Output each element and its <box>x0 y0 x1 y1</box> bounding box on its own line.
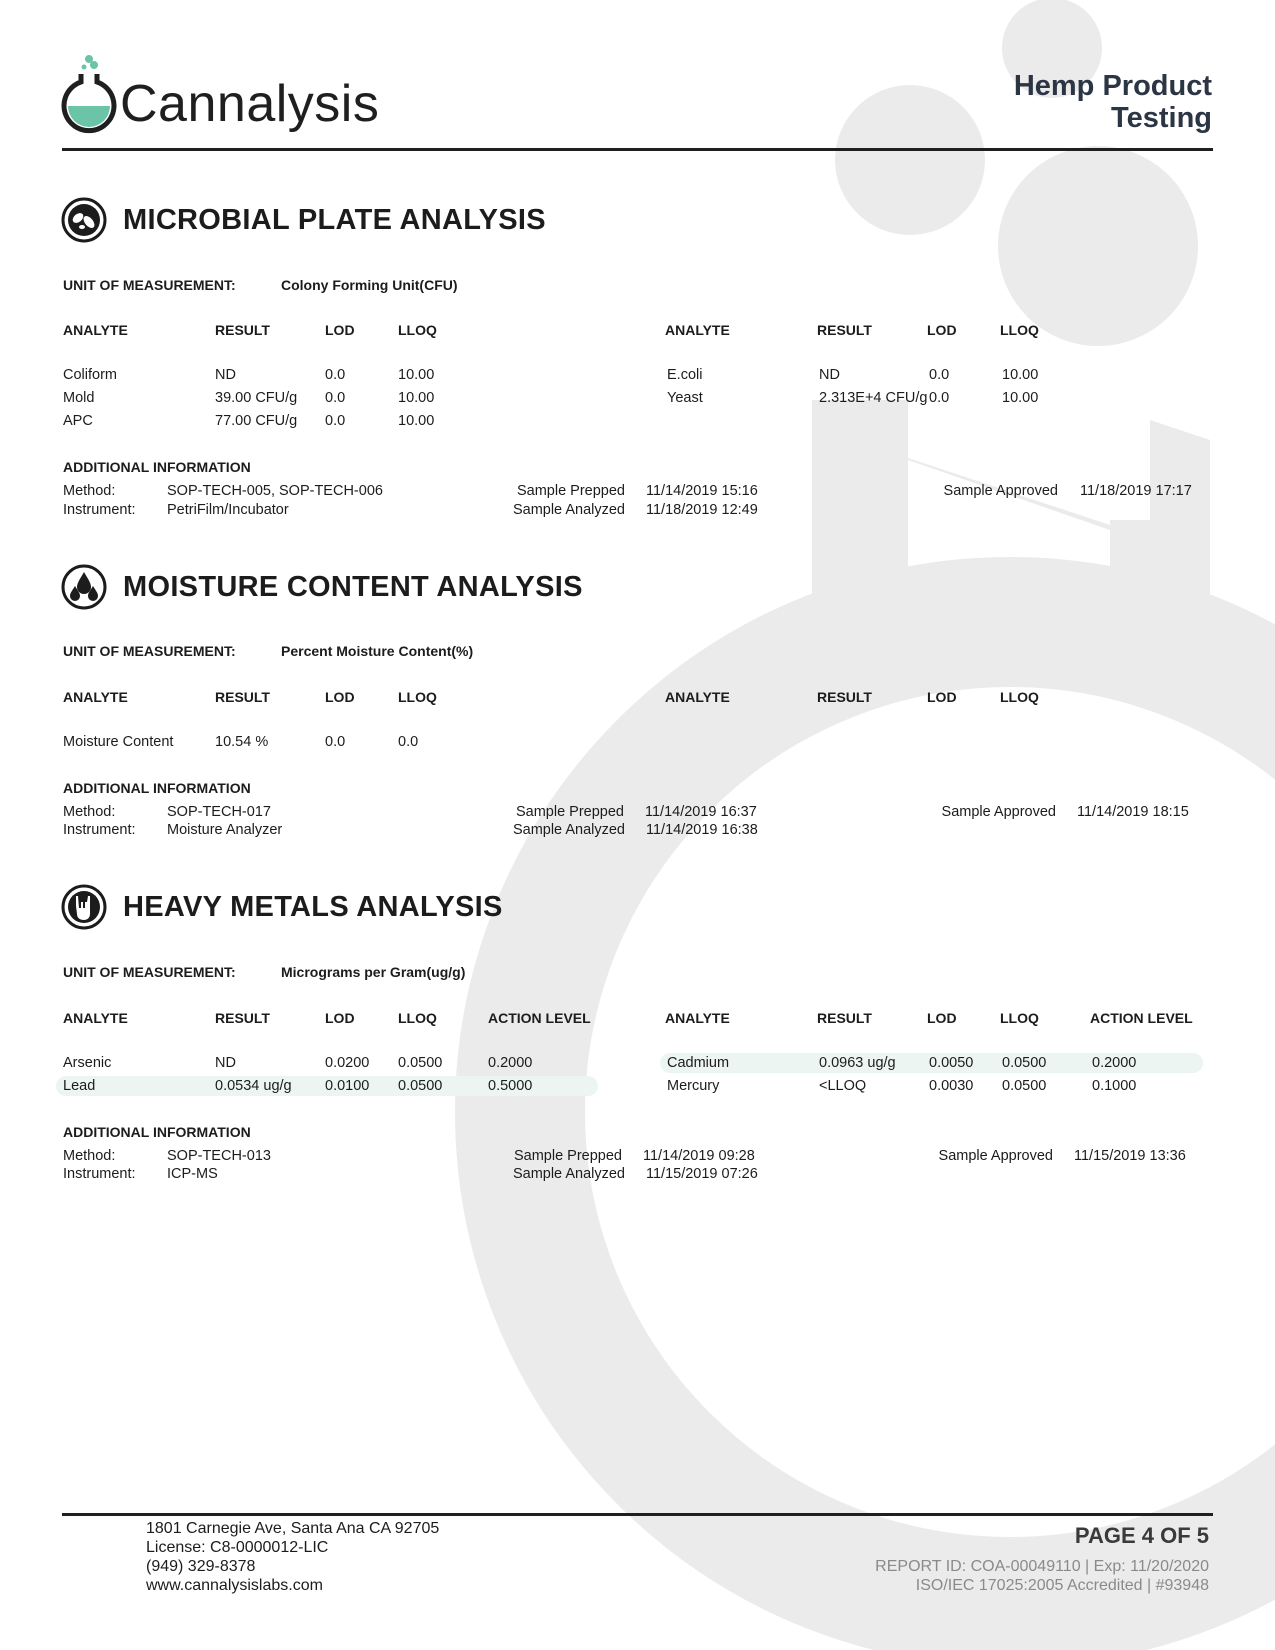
lod-cell: 0.0030 <box>929 1078 974 1094</box>
instrument-label: Instrument: <box>63 1166 136 1182</box>
lod-cell: 0.0 <box>325 734 346 750</box>
analyte-cell: Arsenic <box>63 1055 112 1071</box>
lloq-cell: 10.00 <box>398 367 435 383</box>
metals-unit-value: Micrograms per Gram(ug/g) <box>281 964 466 980</box>
document-title-line1: Hemp Product <box>1013 70 1212 102</box>
action-level-cell: 0.5000 <box>488 1078 533 1094</box>
analyte-cell: E.coli <box>667 367 703 383</box>
column-header-result: RESULT <box>215 689 270 705</box>
lab-website: www.cannalysislabs.com <box>146 1577 323 1594</box>
column-header-lloq: LLOQ <box>398 322 437 338</box>
lod-cell: 0.0 <box>929 390 950 406</box>
microbial-unit-value: Colony Forming Unit(CFU) <box>281 277 458 293</box>
sample-approved-label: Sample Approved <box>938 1148 1053 1164</box>
column-header-lod: LOD <box>927 1010 957 1026</box>
lloq-cell: 10.00 <box>1002 390 1039 406</box>
document-title <box>1014 70 1212 134</box>
analyte-cell: Moisture Content <box>63 734 174 750</box>
column-header-result: RESULT <box>817 689 872 705</box>
sample-approved-label: Sample Approved <box>941 804 1056 820</box>
sample-approved-value: 11/18/2019 17:17 <box>1080 483 1192 499</box>
document-title-line2: Testing <box>1111 102 1212 134</box>
analyte-cell: Yeast <box>667 390 703 406</box>
water-drops-icon <box>61 564 107 610</box>
sample-analyzed-label: Sample Analyzed <box>512 502 625 518</box>
column-header-result: RESULT <box>817 1010 872 1026</box>
lloq-cell: 0.0500 <box>398 1078 443 1094</box>
column-header-analyte: ANALYTE <box>63 689 128 705</box>
method-value: SOP-TECH-017 <box>167 804 271 820</box>
sample-analyzed-value: 11/18/2019 12:49 <box>646 502 758 518</box>
column-header-analyte: ANALYTE <box>665 1010 730 1026</box>
instrument-value: PetriFilm/Incubator <box>167 502 289 518</box>
instrument-value: ICP-MS <box>167 1166 218 1182</box>
column-header-lloq: LLOQ <box>398 1010 437 1026</box>
lab-contact <box>146 1519 439 1595</box>
info-heading: ADDITIONAL INFORMATION <box>63 1124 251 1140</box>
analyte-cell: Lead <box>63 1078 96 1094</box>
column-header-lloq: LLOQ <box>1000 322 1039 338</box>
sample-analyzed-value: 11/15/2019 07:26 <box>646 1166 758 1182</box>
action-level-cell: 0.1000 <box>1092 1078 1137 1094</box>
analyte-cell: Cadmium <box>667 1055 730 1071</box>
header-divider <box>62 148 1213 151</box>
column-header-result: RESULT <box>817 322 872 338</box>
accreditation: ISO/IEC 17025:2005 Accredited | #93948 <box>915 1577 1209 1594</box>
lod-cell: 0.0 <box>325 367 346 383</box>
lloq-cell: 0.0500 <box>1002 1078 1047 1094</box>
report-id: REPORT ID: COA-00049110 | Exp: 11/20/2020 <box>875 1558 1209 1575</box>
result-cell: 77.00 CFU/g <box>215 413 298 429</box>
column-header-lod: LOD <box>927 322 957 338</box>
lloq-cell: 0.0500 <box>398 1055 443 1071</box>
sample-approved-value: 11/15/2019 13:36 <box>1074 1148 1186 1164</box>
instrument-label: Instrument: <box>63 822 136 838</box>
column-header-analyte: ANALYTE <box>63 322 128 338</box>
sample-prepped-label: Sample Prepped <box>515 804 624 820</box>
column-header-lod: LOD <box>927 689 957 705</box>
lab-address: 1801 Carnegie Ave, Santa Ana CA 92705 <box>146 1520 440 1537</box>
sample-prepped-label: Sample Prepped <box>516 483 625 499</box>
column-header-analyte: ANALYTE <box>665 689 730 705</box>
microbial-unit-label: UNIT OF MEASUREMENT: <box>63 277 236 293</box>
logo-wordmark: Cannalysis <box>120 75 380 133</box>
lloq-cell: 10.00 <box>398 413 435 429</box>
sample-analyzed-label: Sample Analyzed <box>512 1166 625 1182</box>
footer-divider <box>62 1513 1213 1516</box>
lloq-cell: 10.00 <box>1002 367 1039 383</box>
column-header-lloq: LLOQ <box>398 689 437 705</box>
result-cell: ND <box>215 1055 236 1071</box>
lod-cell: 0.0 <box>325 390 346 406</box>
lab-license: License: C8-0000012-LIC <box>146 1539 329 1556</box>
method-value: SOP-TECH-013 <box>167 1148 271 1164</box>
column-header-analyte: ANALYTE <box>63 1010 128 1026</box>
method-label: Method: <box>63 483 116 499</box>
result-cell: ND <box>819 367 840 383</box>
column-header-action-level: ACTION LEVEL <box>1090 1010 1193 1026</box>
lod-cell: 0.0200 <box>325 1055 370 1071</box>
analyte-cell: Mold <box>63 390 95 406</box>
sample-approved-value: 11/14/2019 18:15 <box>1077 804 1189 820</box>
column-header-lloq: LLOQ <box>1000 689 1039 705</box>
result-cell: <LLOQ <box>819 1078 867 1094</box>
lod-cell: 0.0 <box>325 413 346 429</box>
moisture-unit-value: Percent Moisture Content(%) <box>281 643 474 659</box>
flask-icon <box>60 54 120 134</box>
info-heading: ADDITIONAL INFORMATION <box>63 780 251 796</box>
result-cell: ND <box>215 367 236 383</box>
column-header-lloq: LLOQ <box>1000 1010 1039 1026</box>
page-number: PAGE 4 OF 5 <box>1074 1523 1209 1548</box>
instrument-value: Moisture Analyzer <box>167 822 283 838</box>
column-header-analyte: ANALYTE <box>665 322 730 338</box>
analyte-cell: APC <box>63 413 93 429</box>
analyte-cell: Mercury <box>667 1078 720 1094</box>
column-header-action-level: ACTION LEVEL <box>488 1010 591 1026</box>
sample-prepped-value: 11/14/2019 09:28 <box>643 1148 755 1164</box>
action-level-cell: 0.2000 <box>488 1055 533 1071</box>
sample-analyzed-label: Sample Analyzed <box>512 822 625 838</box>
rock-hand-icon <box>61 884 107 930</box>
action-level-cell: 0.2000 <box>1092 1055 1137 1071</box>
sample-prepped-value: 11/14/2019 15:16 <box>646 483 758 499</box>
result-cell: 2.313E+4 CFU/g <box>819 390 928 406</box>
sample-prepped-value: 11/14/2019 16:37 <box>645 804 757 820</box>
lod-cell: 0.0 <box>929 367 950 383</box>
result-cell: 0.0534 ug/g <box>215 1078 292 1094</box>
metals-unit-label: UNIT OF MEASUREMENT: <box>63 964 236 980</box>
column-header-lod: LOD <box>325 1010 355 1026</box>
lod-cell: 0.0050 <box>929 1055 974 1071</box>
result-cell: 0.0963 ug/g <box>819 1055 896 1071</box>
column-header-lod: LOD <box>325 322 355 338</box>
result-cell: 39.00 CFU/g <box>215 390 298 406</box>
moisture-section-title: MOISTURE CONTENT ANALYSIS <box>123 571 583 603</box>
column-header-result: RESULT <box>215 322 270 338</box>
lloq-cell: 0.0500 <box>1002 1055 1047 1071</box>
method-label: Method: <box>63 804 116 820</box>
lloq-cell: 0.0 <box>398 734 419 750</box>
lab-phone: (949) 329-8378 <box>146 1558 256 1575</box>
metals-section-title: HEAVY METALS ANALYSIS <box>123 891 503 923</box>
result-cell: 10.54 % <box>215 734 269 750</box>
method-value: SOP-TECH-005, SOP-TECH-006 <box>167 483 383 499</box>
lloq-cell: 10.00 <box>398 390 435 406</box>
sample-prepped-label: Sample Prepped <box>513 1148 622 1164</box>
column-header-lod: LOD <box>325 689 355 705</box>
instrument-label: Instrument: <box>63 502 136 518</box>
bacteria-icon <box>61 197 107 243</box>
analyte-cell: Coliform <box>63 367 117 383</box>
column-header-result: RESULT <box>215 1010 270 1026</box>
lod-cell: 0.0100 <box>325 1078 370 1094</box>
microbial-section-title: MICROBIAL PLATE ANALYSIS <box>123 204 546 236</box>
info-heading: ADDITIONAL INFORMATION <box>63 459 251 475</box>
method-label: Method: <box>63 1148 116 1164</box>
sample-analyzed-value: 11/14/2019 16:38 <box>646 822 758 838</box>
moisture-unit-label: UNIT OF MEASUREMENT: <box>63 643 236 659</box>
sample-approved-label: Sample Approved <box>943 483 1058 499</box>
